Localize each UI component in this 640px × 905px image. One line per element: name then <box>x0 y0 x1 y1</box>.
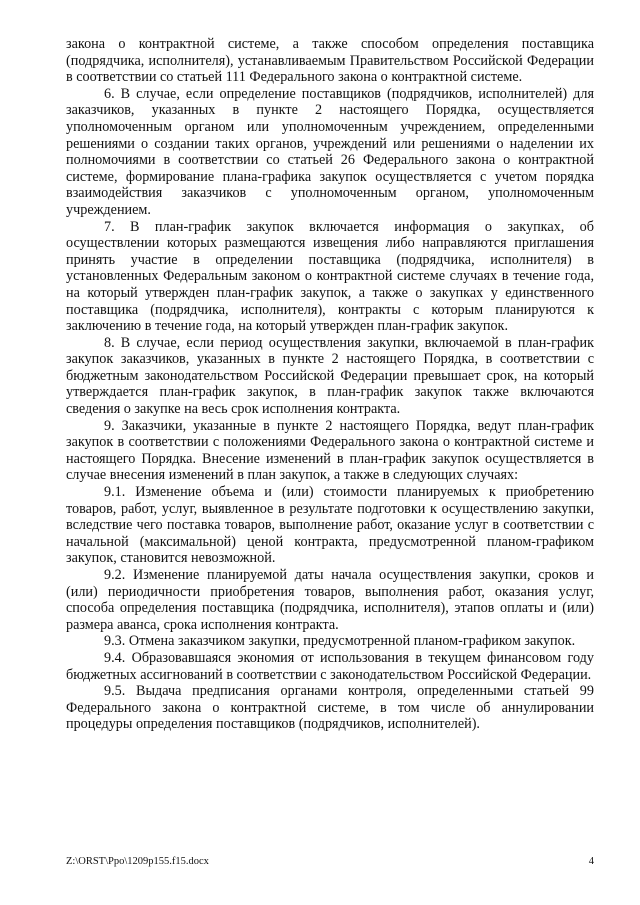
paragraph-clause-9-3: 9.3. Отмена заказчиком закупки, предусмотренной планом-графиком закупок. <box>104 633 576 650</box>
page-number: 4 <box>588 856 594 867</box>
paragraph-clause-9-5: 9.5. Выдача предписания органами контроля, определенными статьей 99 Федерального закона о контрактной системе, в том числе об аннулировании процедуры определения поставщиков (подрядчиков, исполнителей). <box>66 683 594 733</box>
paragraph-clause-9-1: 9.1. Изменение объема и (или) стоимости планируемых к приобретению товаров, работ, услуг, выявленное в результате подготовки к осуществлению закупки, вследствие чего поставка товаров, выполнение работ, оказание услуг в соответствии с начальной (максимальной) ценой контракта, предусмотренной планом-графиком закупок, становится невозможной. <box>66 484 594 567</box>
paragraph-clause-9-2: 9.2. Изменение планируемой даты начала осуществления закупки, сроков и (или) периодичности приобретения товаров, выполнения работ, оказания услуг, способа определения поставщика (подрядчика, исполнителя), этапов оплаты и (или) размера аванса, срока исполнения контракта. <box>66 567 594 633</box>
footer-file-path: Z:\ORST\Ppo\1209p155.f15.docx <box>66 856 209 867</box>
paragraph-clause-8: 8. В случае, если период осуществления закупки, включаемой в план-график закупок заказчиков, указанных в пункте 2 настоящего Порядка, в соответствии с бюджетным законодательством Российской Федерации превышает срок, на который утверждается план-график закупок, в план-график закупок также включаются сведения о закупке на весь срок исполнения контракта. <box>66 334 594 418</box>
paragraph-clause-6: 6. В случае, если определение поставщиков (подрядчиков, исполнителей) для заказчиков, указанных в пункте 2 настоящего Порядка, осуществляется уполномоченным органом или уполномоченным учреждением, определенными решениями о создании таких органов, учреждений или решениями о наделении их полномочиями в соответствии со статьей 26 Федерального закона о контрактной системе, формирование плана-графика закупок осуществляется с учетом порядка взаимодействия заказчиков с уполномоченным органом, уполномоченным учреждением. <box>66 85 594 218</box>
paragraph-clause-9: 9. Заказчики, указанные в пункте 2 настоящего Порядка, ведут план-график закупок в соответствии с положениями Федерального закона о контрактной системе и настоящего Порядка. Внесение изменений в план-график закупок осуществляется в случае внесения изменений в план закупок, а также в следующих случаях: <box>66 417 594 484</box>
paragraph-clause-9-4: 9.4. Образовавшаяся экономия от использования в текущем финансовом году бюджетных ассигнований в соответствии с законодательством Российской Федерации. <box>66 649 594 683</box>
paragraph-clause-7: 7. В план-график закупок включается информация о закупках, об осуществлении которых размещаются извещения либо направляются приглашения принять участие в определении поставщика (подрядчика, исполнителя) в установленных Федеральным законом о контрактной системе случаях в течение года, на который утвержден план-график закупок, а также о закупках у единственного поставщика (подрядчика, исполнителя), контракты с которым планируются к заключению в течение года, на который утвержден план-график закупок. <box>66 218 594 335</box>
paragraph-continuation: закона о контрактной системе, а также способом определения поставщика (подрядчика, исполнителя), устанавливаемым Правительством Российской Федерации в соответствии со статьей 111 Федерального закона о контрактной системе. <box>66 36 594 86</box>
body-text <box>66 36 594 733</box>
